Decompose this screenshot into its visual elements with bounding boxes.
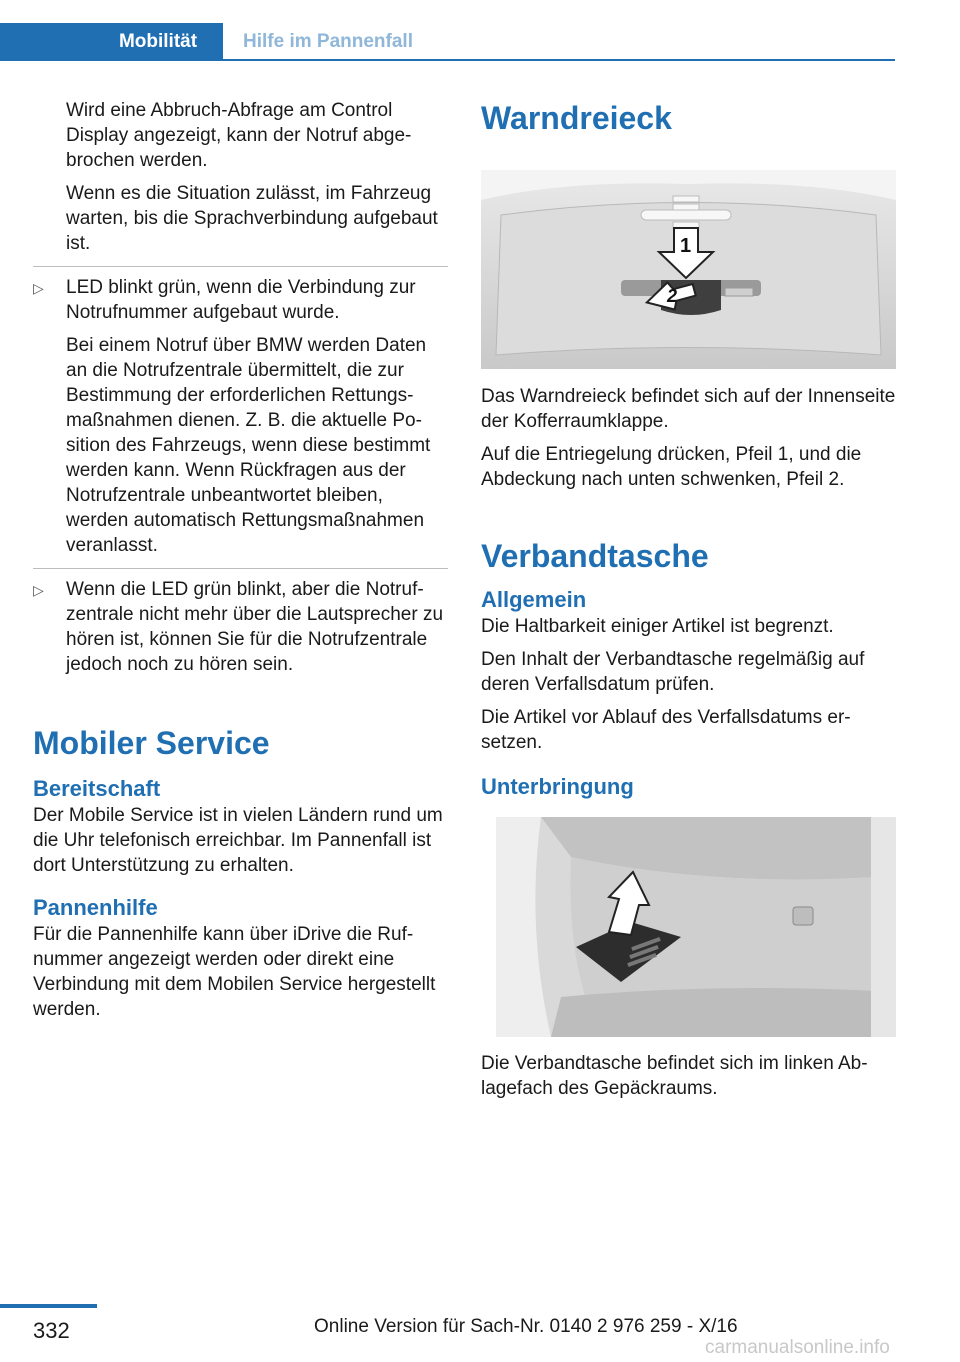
list-item	[33, 267, 448, 558]
luggage-compartment-illustration	[481, 817, 896, 1037]
header-tab-mobilitaet[interactable]: Mobilität	[93, 23, 223, 61]
arrow-label-2: 2	[667, 286, 678, 306]
paragraph-warndreieck-lage: Das Warndreieck befindet sich auf der Innenseite der Kofferraumklappe.	[481, 386, 896, 432]
paragraph-inhalt-pruefen: Den Inhalt der Verbandtasche regelmäßig auf deren Verfallsdatum prüfen.	[481, 649, 865, 695]
section-title-warndreieck: Warndreieck	[481, 100, 672, 136]
online-version-note: Online Version für Sach-Nr. 0140 2 976 259 - X/16	[314, 1316, 738, 1337]
page-header	[0, 23, 895, 61]
bullet-subtext: Bei einem Notruf über BMW werden Daten an die Notrufzentrale übermittelt, die zur Bestimmung der erforderlichen Rettungsmaßnahmen dienen. Z. B. die aktuelle Position des Fahrzeugs, wenn diese bestimmt werden kann. Wenn Rückfragen aus der Notrufzentrale unbeantwortet bleiben, werden automatisch Rettungsmaßnahmen veranlasst.	[66, 335, 431, 556]
watermark: carmanualsonline.info	[705, 1337, 890, 1358]
section-title-mobiler-service: Mobiler Service	[33, 725, 270, 761]
paragraph-verbandtasche-lage: Die Verbandtasche befindet sich im linken Ablagefach des Gepäckraums.	[481, 1053, 868, 1099]
section-title-verbandtasche: Verbandtasche	[481, 538, 709, 574]
page-number-rule	[0, 1304, 97, 1308]
paragraph-abbruch: Wird eine Abbruch-Abfrage am Control Display angezeigt, kann der Notruf abgebrochen werden.	[66, 100, 412, 171]
header-underline	[223, 59, 895, 61]
paragraph-pannenhilfe: Für die Pannenhilfe kann über iDrive die Rufnummer angezeigt werden oder direkt eine Verbindung mit dem Mobilen Service hergestellt werden.	[33, 924, 436, 1020]
list-item	[33, 569, 448, 677]
subsection-title-allgemein: Allgemein	[481, 587, 587, 612]
subsection-title-pannenhilfe: Pannenhilfe	[33, 895, 158, 920]
paragraph-warten: Wenn es die Situation zulässt, im Fahrzeug warten, bis die Sprachverbindung aufgebaut ist.	[66, 183, 438, 254]
page-number: 332	[33, 1318, 70, 1343]
bullet-text: LED blinkt grün, wenn die Verbindung zur Notrufnummer aufgebaut wurde.	[66, 277, 416, 323]
paragraph-warndreieck-entriegelung: Auf die Entriegelung drücken, Pfeil 1, und die Abdeckung nach unten schwenken, Pfeil 2.	[481, 444, 862, 490]
paragraph-bereitschaft: Der Mobile Service ist in vielen Ländern rund um die Uhr telefonisch erreichbar. Im Pannenfall ist dort Unterstützung zu erhalten.	[33, 805, 443, 876]
subsection-title-bereitschaft: Bereitschaft	[33, 776, 161, 801]
trunk-lid-illustration	[481, 170, 896, 369]
triangle-bullet-icon: ▷	[33, 582, 44, 598]
arrow-label-1: 1	[680, 235, 692, 257]
right-column	[481, 98, 896, 1101]
left-column	[33, 98, 448, 1022]
header-color-strip	[0, 23, 93, 61]
subsection-title-unterbringung: Unterbringung	[481, 774, 634, 799]
paragraph-artikel-ersetzen: Die Artikel vor Ablauf des Verfallsdatums ersetzen.	[481, 707, 851, 753]
bullet-text: Wenn die LED grün blinkt, aber die Notrufzentrale nicht mehr über die Lautsprecher zu hören ist, können Sie für die Notrufzentrale jedoch noch zu hören sein.	[66, 579, 444, 675]
triangle-bullet-icon: ▷	[33, 280, 44, 296]
paragraph-haltbarkeit: Die Haltbarkeit einiger Artikel ist begrenzt.	[481, 616, 834, 637]
header-tab-hilfe-im-pannenfall[interactable]: Hilfe im Pannenfall	[223, 23, 895, 61]
